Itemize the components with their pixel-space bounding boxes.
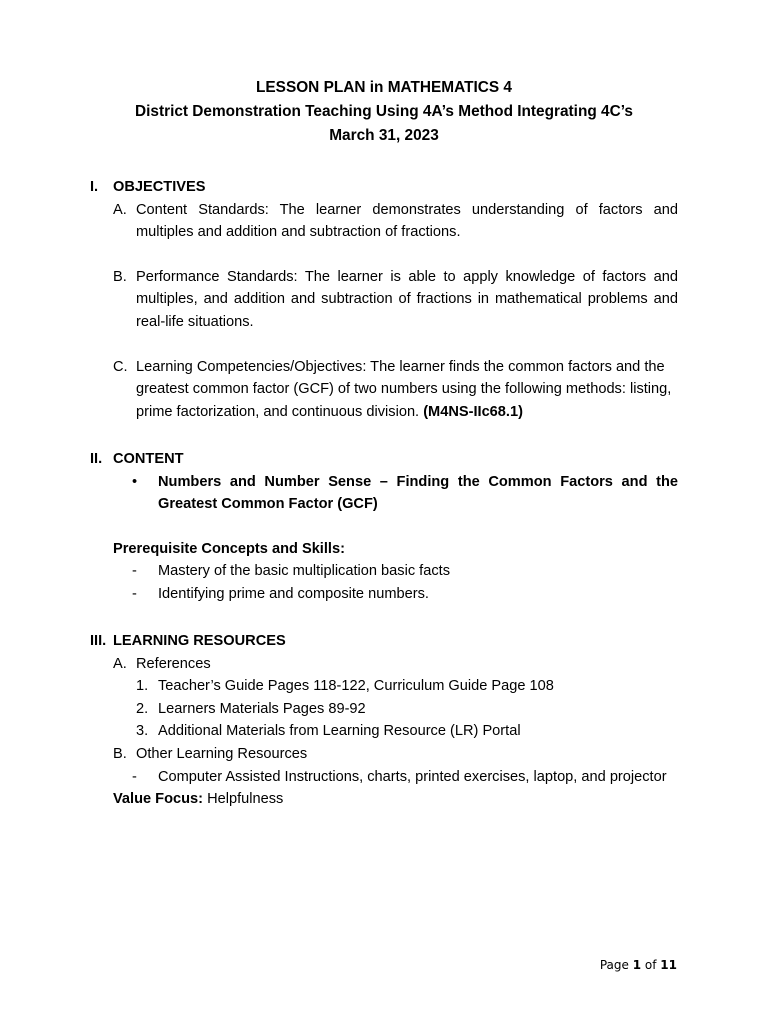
list-number: 3. xyxy=(136,723,149,740)
item-letter: B. xyxy=(113,268,127,285)
prereq-item: Mastery of the basic multiplication basic facts xyxy=(158,563,450,580)
list-item xyxy=(136,675,680,698)
page-total: 11 xyxy=(660,958,677,972)
other-resources-item xyxy=(113,743,680,766)
page-number: 1 xyxy=(632,958,642,972)
dash-marker: - xyxy=(132,563,137,580)
list-number: 1. xyxy=(136,678,149,695)
section-title: LEARNING RESOURCES xyxy=(113,633,286,649)
value-focus-text: Helpfulness xyxy=(207,791,284,808)
list-number: 2. xyxy=(136,700,149,717)
references-title: References xyxy=(136,655,211,672)
content-topic-item xyxy=(132,471,680,516)
item-letter: A. xyxy=(113,201,127,218)
dash-marker: - xyxy=(132,585,137,602)
value-focus xyxy=(113,788,680,811)
performance-standards-text: Performance Standards: The learner is able to apply knowledge of factors and multiples, and addition and subtraction of fractions in mathematical problems and real-life situations. xyxy=(136,268,678,330)
section-title: OBJECTIVES xyxy=(113,179,206,195)
competency-code: (M4NS-IIc68.1) xyxy=(423,403,523,420)
section-numeral: III. xyxy=(90,633,107,649)
list-item xyxy=(136,698,680,721)
bullet-icon: • xyxy=(132,473,138,490)
list-item xyxy=(132,766,680,789)
references-item xyxy=(113,653,680,676)
reference-text: Teacher’s Guide Pages 118-122, Curriculum Guide Page 108 xyxy=(158,678,554,695)
of-word: of xyxy=(644,958,657,972)
list-item xyxy=(132,560,680,583)
objective-item-a xyxy=(113,199,680,244)
section-numeral: I. xyxy=(90,179,99,195)
objectives-section xyxy=(90,176,680,423)
reference-text: Learners Materials Pages 89-92 xyxy=(158,700,366,717)
prereq-heading: Prerequisite Concepts and Skills: xyxy=(113,540,345,557)
resources-section xyxy=(90,630,680,811)
content-heading xyxy=(90,448,680,471)
other-resource-text: Computer Assisted Instructions, charts, printed exercises, laptop, and projector xyxy=(158,768,667,785)
value-focus-label: Value Focus: xyxy=(113,791,204,808)
prereq-item: Identifying prime and composite numbers. xyxy=(158,585,429,602)
list-item xyxy=(132,583,680,606)
objective-item-c xyxy=(113,356,680,424)
objectives-heading xyxy=(90,176,680,199)
other-resources-title: Other Learning Resources xyxy=(136,745,308,762)
section-numeral: II. xyxy=(90,451,103,467)
item-letter: B. xyxy=(113,745,127,762)
item-letter: C. xyxy=(113,358,128,375)
section-title: CONTENT xyxy=(113,451,184,467)
competencies-block xyxy=(136,356,678,424)
document-title: LESSON PLAN in MATHEMATICS 4 xyxy=(256,79,512,96)
content-section xyxy=(90,448,680,606)
document-subtitle: District Demonstration Teaching Using 4A’s Method Integrating 4C’s xyxy=(135,103,633,120)
page-word: Page xyxy=(599,958,629,972)
document-date: March 31, 2023 xyxy=(329,127,439,144)
item-letter: A. xyxy=(113,655,127,672)
title-block xyxy=(0,76,768,148)
objective-item-b xyxy=(113,266,680,334)
dash-marker: - xyxy=(132,768,137,785)
page-footer xyxy=(600,954,677,977)
resources-heading xyxy=(90,630,680,653)
content-standards-text: Content Standards: The learner demonstrates understanding of factors and multiples and addition and subtraction of fractions. xyxy=(136,201,678,241)
content-topic: Numbers and Number Sense – Finding the Common Factors and the Greatest Common Factor (GCF) xyxy=(158,473,678,513)
reference-text: Additional Materials from Learning Resource (LR) Portal xyxy=(158,723,521,740)
list-item xyxy=(136,720,680,743)
competencies-text: Learning Competencies/Objectives: The learner finds the common factors and the greatest common factor (GCF) of two numbers using the following methods: listing, prime factorization, and continuous division. xyxy=(136,358,672,420)
